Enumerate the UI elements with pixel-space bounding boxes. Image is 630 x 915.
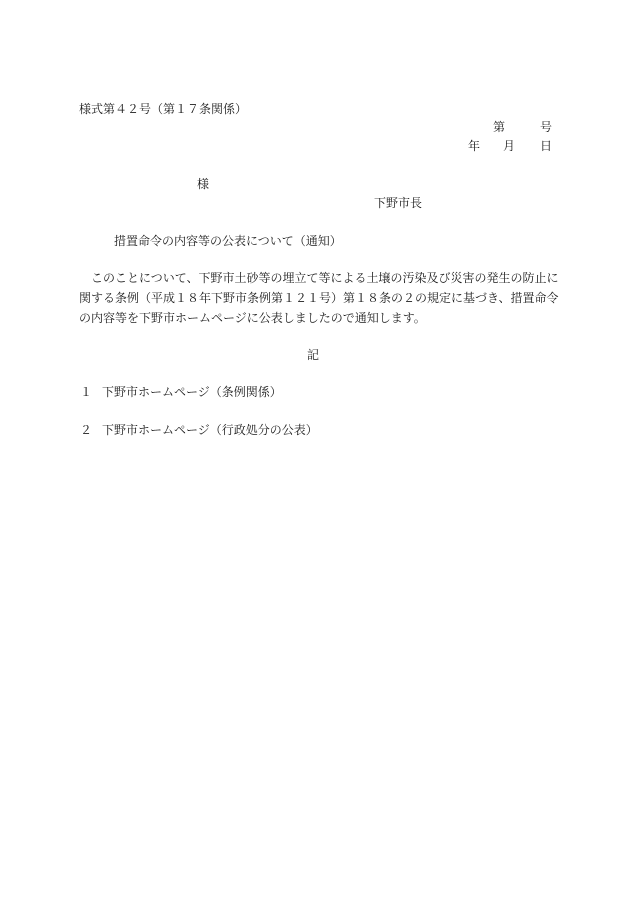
item-1-text: 下野市ホームページ（条例関係） (102, 385, 282, 399)
form-number: 様式第４２号（第１７条関係） (79, 102, 248, 116)
body-line-2: 関する条例（平成１８年下野市条例第１２１号）第１８条の２の規定に基づき、措置命令 (79, 291, 559, 305)
ki-heading: 記 (307, 348, 320, 362)
item-2-text: 下野市ホームページ（行政処分の公表） (102, 423, 318, 437)
body-line-1: このことについて、下野市土砂等の埋立て等による土壌の汚染及び災害の発生の防止に (91, 271, 559, 285)
recipient-honorific: 様 (197, 177, 210, 191)
sender-name: 下野市長 (374, 196, 423, 210)
body-line-3: の内容等を下野市ホームページに公表しましたので通知します。 (79, 311, 426, 325)
doc-number-suffix: 号 (540, 120, 553, 134)
date-year: 年 (468, 139, 481, 153)
doc-number-prefix: 第 (493, 120, 506, 134)
document-subject: 措置命令の内容等の公表について（通知） (114, 234, 342, 248)
date-month: 月 (503, 139, 516, 153)
item-1-number: １ (80, 385, 93, 399)
date-day: 日 (540, 139, 553, 153)
item-2-number: ２ (80, 423, 93, 437)
